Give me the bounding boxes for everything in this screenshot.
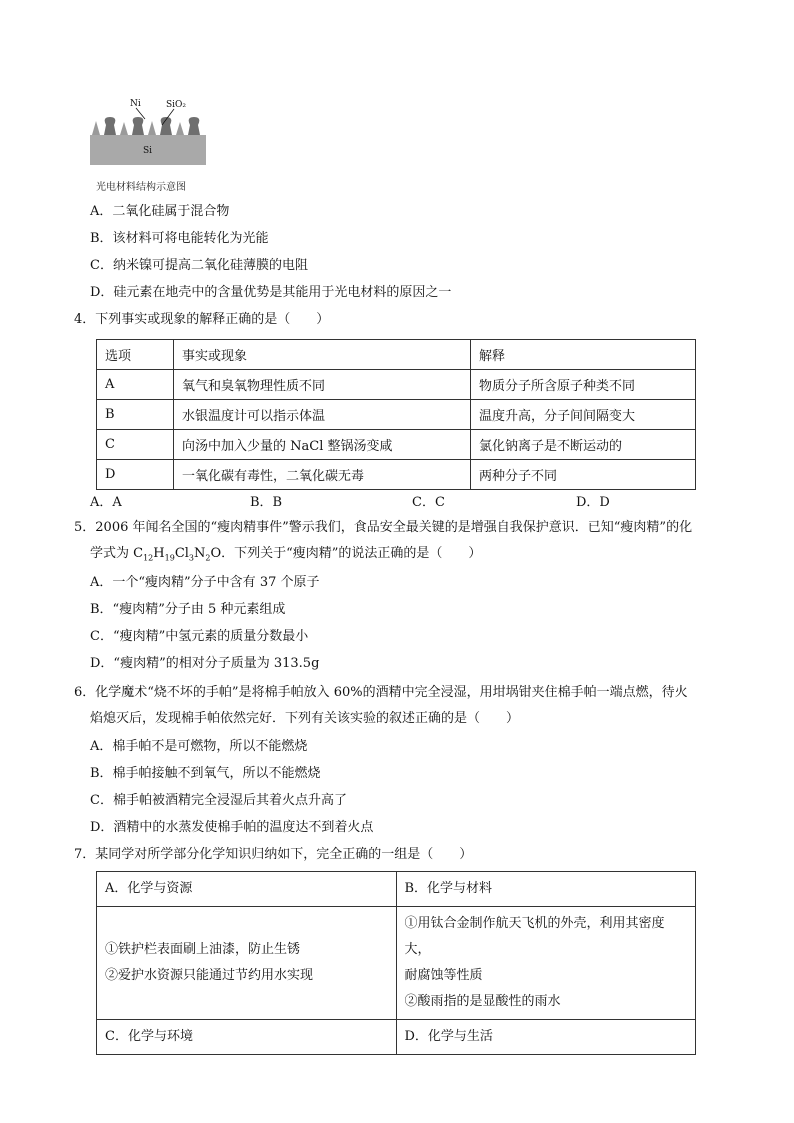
cell-explanation: 温度升高，分子间间隔变大 <box>471 400 696 430</box>
sio2-bump <box>92 121 100 135</box>
q4-answer-c[interactable]: C．C <box>412 495 445 510</box>
b-item-1a: ①用钛合金制作航天飞机的外壳，利用其密度大， <box>404 916 665 957</box>
table-row <box>97 370 696 400</box>
q3-option-a[interactable]: A．二氧化硅属于混合物 <box>90 204 230 219</box>
table-row <box>97 1020 696 1055</box>
table-row <box>97 872 696 907</box>
table-row <box>97 460 696 490</box>
cell-fact: 一氧化碳有毒性，二氧化碳无毒 <box>174 460 471 490</box>
q6-stem-line1: 6．化学魔术“烧不坏的手帕”是将棉手帕放入 60%的酒精中完全浸湿，用坩埚钳夹住棉手帕一端点燃，待火 <box>74 685 688 700</box>
cell-option: D <box>97 460 174 490</box>
q5-stem-text: 学式为 C <box>90 546 144 561</box>
q6-option-a[interactable]: A．棉手帕不是可燃物，所以不能燃烧 <box>90 739 308 754</box>
table-row <box>97 907 696 1020</box>
cell-option: B <box>97 400 174 430</box>
ni-particle <box>104 117 116 135</box>
cell-fact: 氧气和臭氧物理性质不同 <box>174 370 471 400</box>
sio2-bump <box>148 121 156 135</box>
sio2-bump <box>120 122 128 135</box>
table-row <box>97 430 696 460</box>
q5-option-d[interactable]: D．“瘦肉精”的相对分子质量为 313.5g <box>90 656 320 671</box>
header-option: 选项 <box>97 340 174 370</box>
cell-option: C <box>97 430 174 460</box>
q3-option-d[interactable]: D．硅元素在地壳中的含量优势是其能用于光电材料的原因之一 <box>90 285 452 300</box>
cell-explanation: 物质分子所含原子种类不同 <box>471 370 696 400</box>
figure-caption: 光电材料结构示意图 <box>96 182 186 193</box>
cell-b-content <box>396 907 696 1020</box>
label-si: Si <box>143 146 153 156</box>
structure-diagram <box>90 95 210 167</box>
cell-fact: 水银温度计可以指示体温 <box>174 400 471 430</box>
subscript: 3 <box>188 553 195 563</box>
q7-table <box>96 871 696 1055</box>
q5-option-c[interactable]: C．“瘦肉精”中氢元素的质量分数最小 <box>90 629 309 644</box>
cell-explanation: 氯化钠离子是不断运动的 <box>471 430 696 460</box>
formula-part: N <box>194 546 206 561</box>
subscript: 12 <box>143 553 154 563</box>
material-structure-figure <box>90 95 210 171</box>
subscript: 2 <box>205 553 211 563</box>
q4-answer-b[interactable]: B．B <box>250 495 283 510</box>
label-sio2: SiO₂ <box>166 100 187 110</box>
q4-stem: 4．下列事实或现象的解释正确的是（ ） <box>74 312 330 327</box>
sio2-bump <box>176 122 184 135</box>
table-row <box>97 400 696 430</box>
label-ni: Ni <box>130 99 141 109</box>
formula-part: H <box>153 546 165 561</box>
q4-answer-a[interactable]: A．A <box>90 495 122 510</box>
cell-b-title: B．化学与材料 <box>396 872 696 907</box>
q5-option-a[interactable]: A．一个“瘦肉精”分子中含有 37 个原子 <box>90 575 320 590</box>
cell-c-title: C．化学与环境 <box>97 1020 397 1055</box>
q6-option-b[interactable]: B．棉手帕接触不到氧气，所以不能燃烧 <box>90 766 321 781</box>
q5-stem-line2 <box>90 545 481 563</box>
cell-option: A <box>97 370 174 400</box>
cell-a-content <box>97 907 397 1020</box>
b-item-2: ②酸雨指的是显酸性的雨水 <box>404 994 561 1009</box>
cell-a-title: A．化学与资源 <box>97 872 397 907</box>
q4-answer-d[interactable]: D．D <box>576 495 610 510</box>
header-explanation: 解释 <box>471 340 696 370</box>
q3-option-c[interactable]: C．纳米镍可提高二氧化硅薄膜的电阻 <box>90 258 308 273</box>
q6-option-c[interactable]: C．棉手帕被酒精完全浸湿后其着火点升高了 <box>90 793 347 808</box>
q7-stem: 7．某同学对所学部分化学知识归纳如下，完全正确的一组是（ ） <box>74 847 473 862</box>
ni-particle <box>188 117 200 135</box>
a-item-2: ②爱护水资源只能通过节约用水实现 <box>105 968 314 983</box>
formula-part: Cl <box>174 546 189 561</box>
q6-stem-line2: 焰熄灭后，发现棉手帕依然完好．下列有关该实验的叙述正确的是（ ） <box>90 711 520 726</box>
subscript: 19 <box>164 553 175 563</box>
header-fact: 事实或现象 <box>174 340 471 370</box>
cell-d-title: D．化学与生活 <box>396 1020 696 1055</box>
q4-table <box>96 339 696 490</box>
q6-option-d[interactable]: D．酒精中的水蒸发使棉手帕的温度达不到着火点 <box>90 820 374 835</box>
cell-explanation: 两种分子不同 <box>471 460 696 490</box>
q5-stem-line1: 5．2006 年闻名全国的“瘦肉精事件”警示我们，食品安全最关键的是增强自我保护意识．已知“瘦肉精”的化 <box>74 520 693 535</box>
ni-particle <box>132 117 144 135</box>
q3-option-b[interactable]: B．该材料可将电能转化为光能 <box>90 231 269 246</box>
b-item-1b: 耐腐蚀等性质 <box>404 968 483 983</box>
cell-fact: 向汤中加入少量的 NaCl 整锅汤变咸 <box>174 430 471 460</box>
a-item-1: ①铁护栏表面刷上油漆，防止生锈 <box>105 942 301 957</box>
table-header-row <box>97 340 696 370</box>
q5-stem-text: O．下列关于“瘦肉精”的说法正确的是（ ） <box>210 546 482 561</box>
q5-option-b[interactable]: B．“瘦肉精”分子由 5 种元素组成 <box>90 602 286 617</box>
